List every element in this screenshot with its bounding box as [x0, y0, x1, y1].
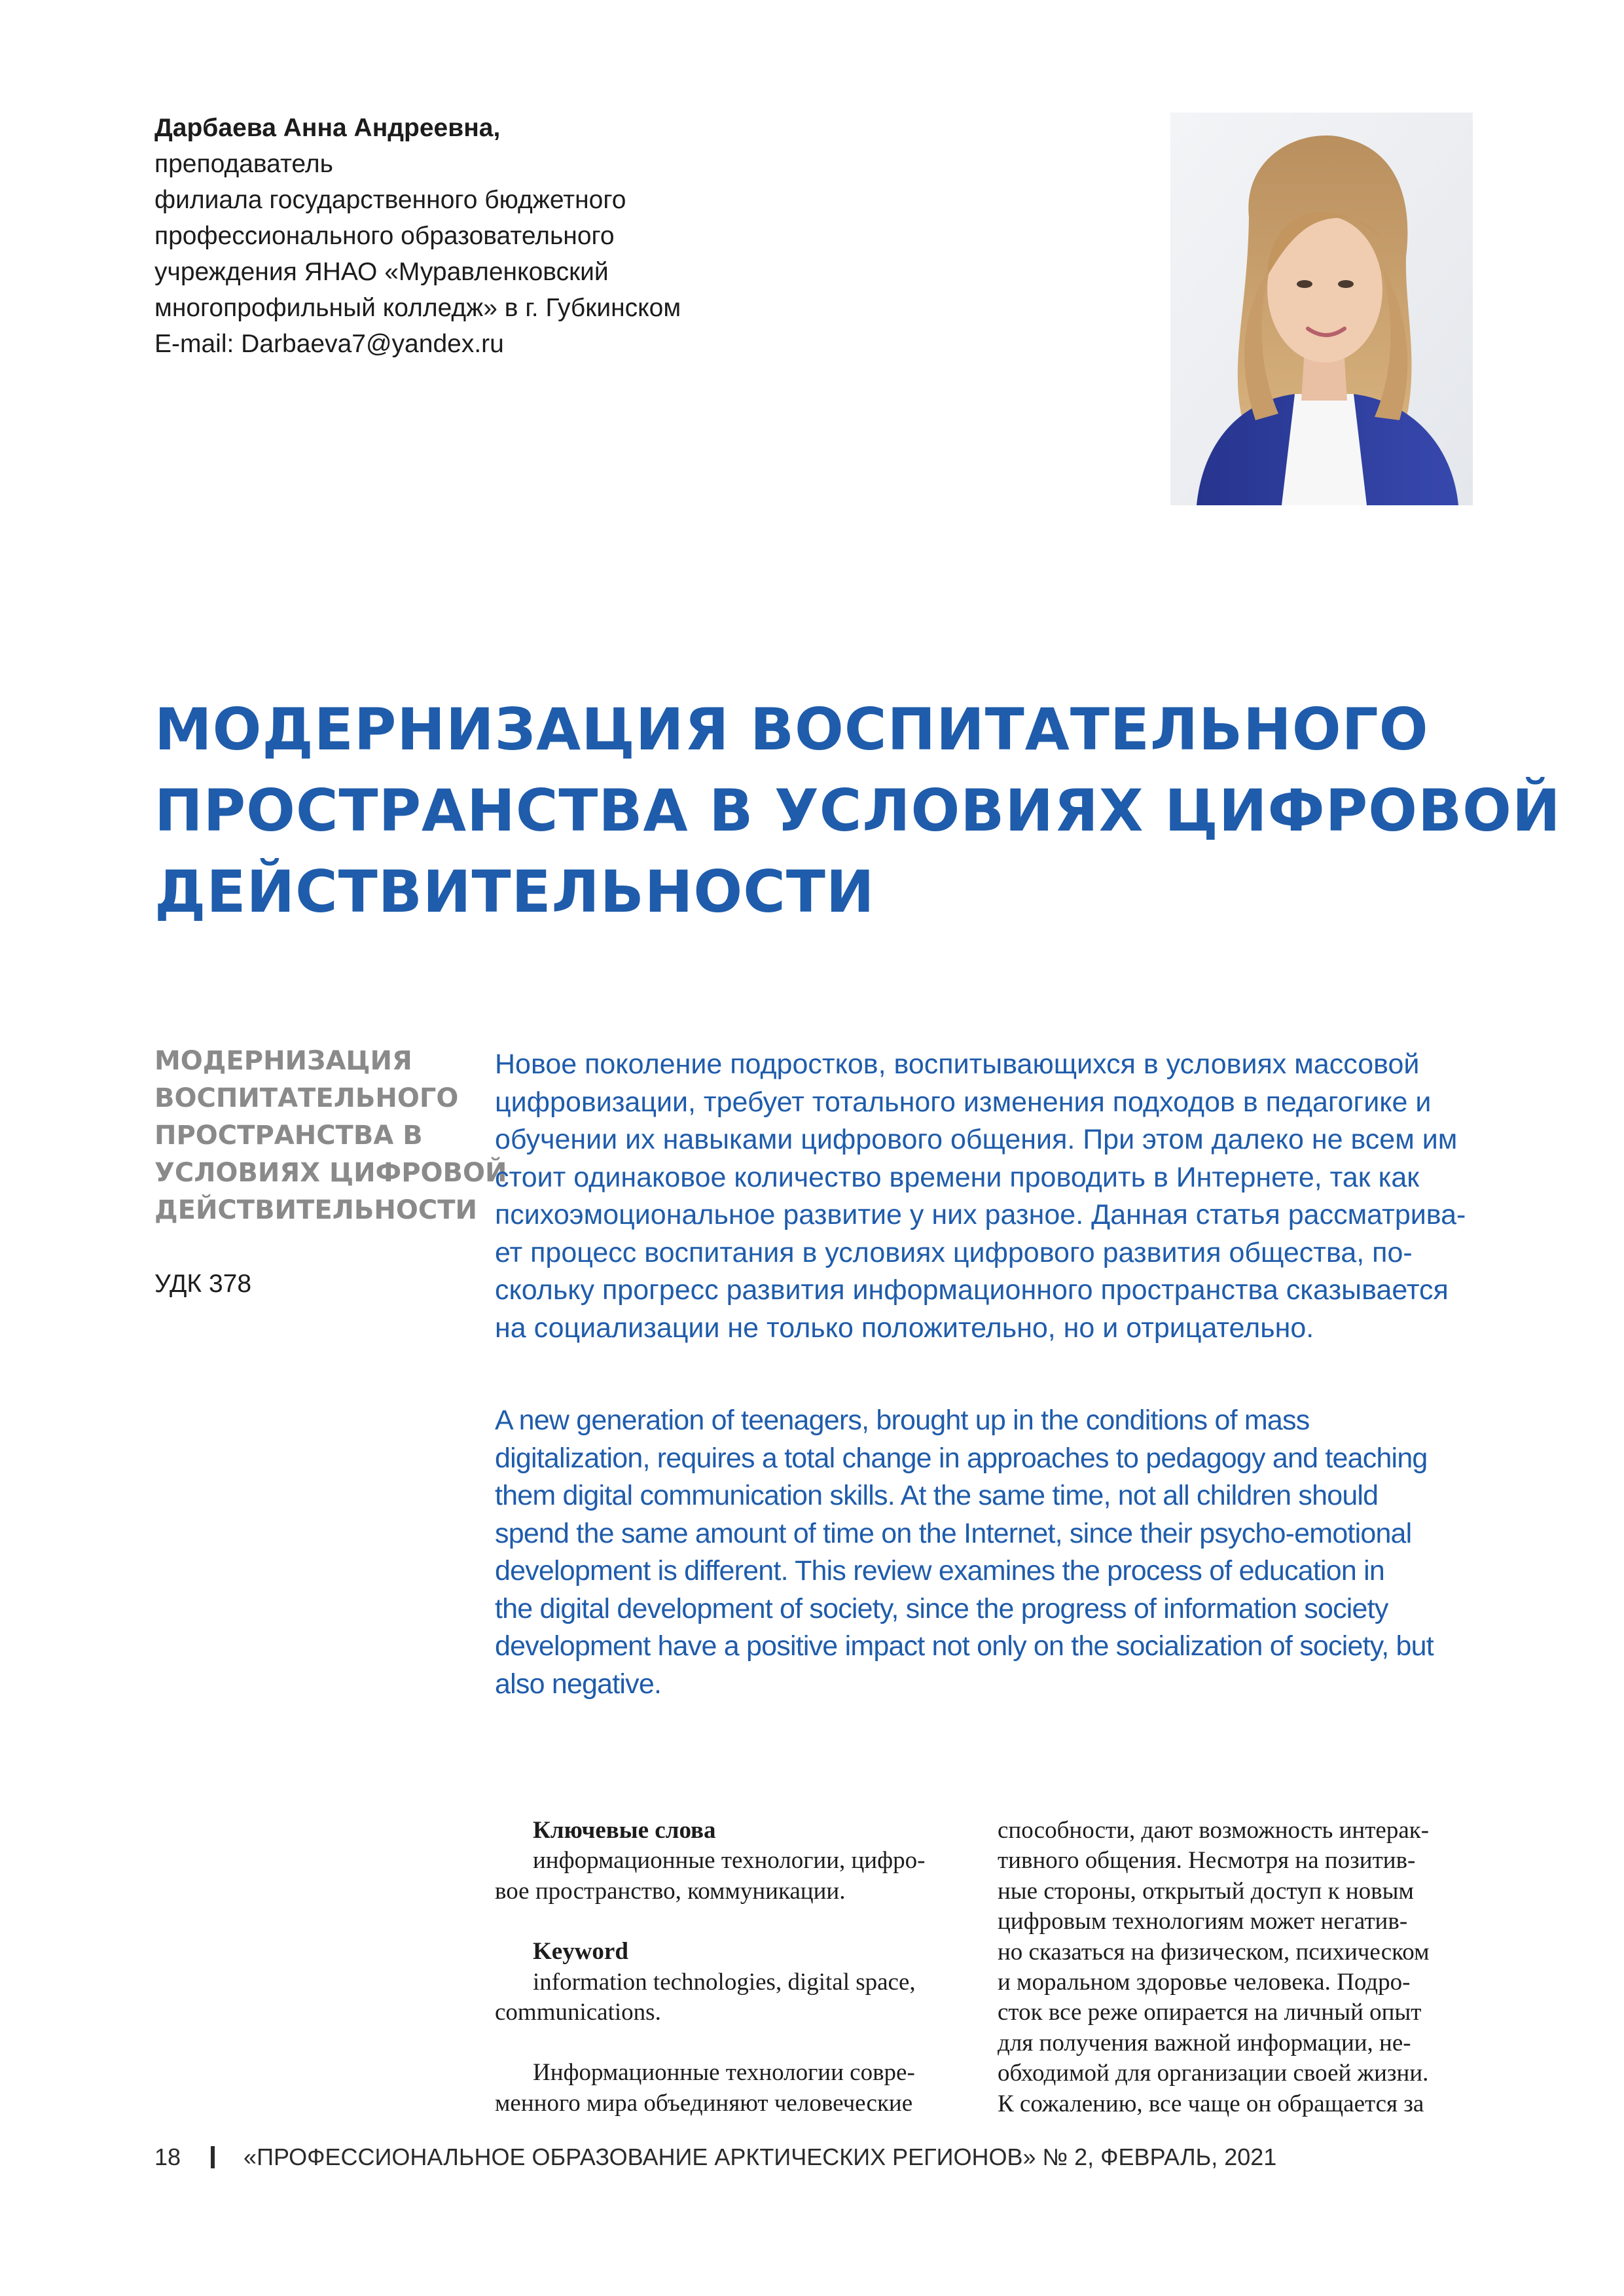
- body-text-line: Информационные технологии совре-: [533, 2059, 915, 2087]
- author-photo: [1170, 113, 1473, 505]
- article-title-line: ДЕЙСТВИТЕЛЬНОСТИ: [154, 858, 875, 925]
- keywords-en-heading: Keyword: [533, 1938, 628, 1965]
- udk-code: УДК 378: [154, 1270, 252, 1298]
- body-text-line: цифровым технологиям может негатив-: [998, 1908, 1408, 1935]
- abstract-line: the digital development of society, since the progress of information society: [495, 1592, 1388, 1624]
- body-text-line: тивного общения. Несмотря на позитив-: [998, 1847, 1416, 1874]
- abstract-line: цифровизации, требует тотального изменения подходов в педагогике и: [495, 1086, 1432, 1118]
- abstract-line: психоэмоциональное развитие у них разное. Данная статья рассматрива-: [495, 1199, 1466, 1230]
- page-number: 18: [154, 2144, 181, 2170]
- keywords-en-line: communications.: [495, 1999, 661, 2026]
- keywords-ru-heading: Ключевые слова: [533, 1817, 716, 1844]
- body-text-line: сток все реже опирается на личный опыт: [998, 1999, 1422, 2026]
- side-title-line: УСЛОВИЯХ ЦИФРОВОЙ: [154, 1158, 507, 1188]
- side-title: [154, 1043, 507, 1229]
- article-title: [154, 689, 1561, 933]
- body-column-right: [998, 1816, 1482, 2119]
- abstract-line: also negative.: [495, 1668, 662, 1700]
- body-text-line: менного мира объединяют человеческие: [495, 2089, 913, 2117]
- abstract-english: [495, 1402, 1490, 1703]
- body-text-line: ные стороны, открытый доступ к новым: [998, 1877, 1414, 1905]
- body-text-line: обходимой для организации своей жизни.: [998, 2060, 1429, 2087]
- side-title-line: ДЕЙСТВИТЕЛЬНОСТИ: [154, 1195, 477, 1225]
- footer-divider: [211, 2146, 215, 2168]
- author-portrait-image: [1170, 113, 1473, 505]
- author-affiliation-line: учреждения ЯНАО «Муравленковский: [154, 258, 609, 286]
- author-affiliation-line: многопрофильный колледж» в г. Губкинском: [154, 294, 681, 322]
- body-column-left: [495, 1816, 966, 2119]
- author-affiliation-line: филиала государственного бюджетного: [154, 186, 626, 214]
- side-title-line: МОДЕРНИЗАЦИЯ: [154, 1046, 412, 1076]
- side-title-line: ВОСПИТАТЕЛЬНОГО: [154, 1083, 459, 1113]
- abstract-line: ет процесс воспитания в условиях цифрового развития общества, по-: [495, 1236, 1413, 1268]
- abstract-line: A new generation of teenagers, brought up in the conditions of mass: [495, 1405, 1310, 1436]
- side-title-line: ПРОСТРАНСТВА В: [154, 1121, 423, 1151]
- author-position: преподаватель: [154, 150, 333, 178]
- abstract-line: development have a positive impact not only on the socialization of society, but: [495, 1630, 1434, 1662]
- body-text-line: К сожалению, все чаще он обращается за: [998, 2090, 1424, 2117]
- abstract-line: на социализации не только положительно, но и отрицательно.: [495, 1312, 1314, 1344]
- keywords-en-line: information technologies, digital space,: [533, 1968, 916, 1996]
- article-title-line: ПРОСТРАНСТВА В УСЛОВИЯХ ЦИФРОВОЙ: [154, 777, 1561, 844]
- abstract-line: обучении их навыками цифрового общения. При этом далеко не всем им: [495, 1124, 1458, 1155]
- abstract-line: them digital communication skills. At the same time, not all children should: [495, 1480, 1379, 1511]
- author-affiliation-line: профессионального образовательного: [154, 222, 615, 250]
- abstract-line: spend the same amount of time on the Internet, since their psycho-emotional: [495, 1517, 1412, 1549]
- body-text-line: способности, дают возможность интерак-: [998, 1817, 1430, 1844]
- abstract-line: Новое поколение подростков, воспитывающихся в условиях массовой: [495, 1049, 1420, 1080]
- abstract-line: скольку прогресс развития информационного пространства сказывается: [495, 1274, 1449, 1306]
- page-footer: [154, 2144, 1529, 2171]
- body-text-line: но сказаться на физическом, психическом: [998, 1938, 1430, 1965]
- article-title-line: МОДЕРНИЗАЦИЯ ВОСПИТАТЕЛЬНОГО: [154, 696, 1429, 763]
- author-name: Дарбаева Анна Андреевна,: [154, 114, 501, 142]
- abstract-line: development is different. This review examines the process of education in: [495, 1555, 1384, 1587]
- body-text-line: для получения важной информации, не-: [998, 2029, 1411, 2056]
- abstract-russian: [495, 1046, 1490, 1347]
- author-block: [154, 110, 1058, 362]
- abstract-line: стоит одинаковое количество времени проводить в Интернете, так как: [495, 1161, 1420, 1193]
- abstract-line: digitalization, requires a total change in approaches to pedagogy and teaching: [495, 1442, 1428, 1474]
- keywords-ru-line: информационные технологии, цифро-: [533, 1847, 926, 1874]
- body-text-line: и моральном здоровье человека. Подро-: [998, 1969, 1411, 1996]
- keywords-ru-line: вое пространство, коммуникации.: [495, 1877, 846, 1905]
- journal-name: «ПРОФЕССИОНАЛЬНОЕ ОБРАЗОВАНИЕ АРКТИЧЕСКИХ РЕГИОНОВ» № 2, ФЕВРАЛЬ, 2021: [244, 2144, 1277, 2170]
- author-email: E-mail: Darbaeva7@yandex.ru: [154, 330, 504, 358]
